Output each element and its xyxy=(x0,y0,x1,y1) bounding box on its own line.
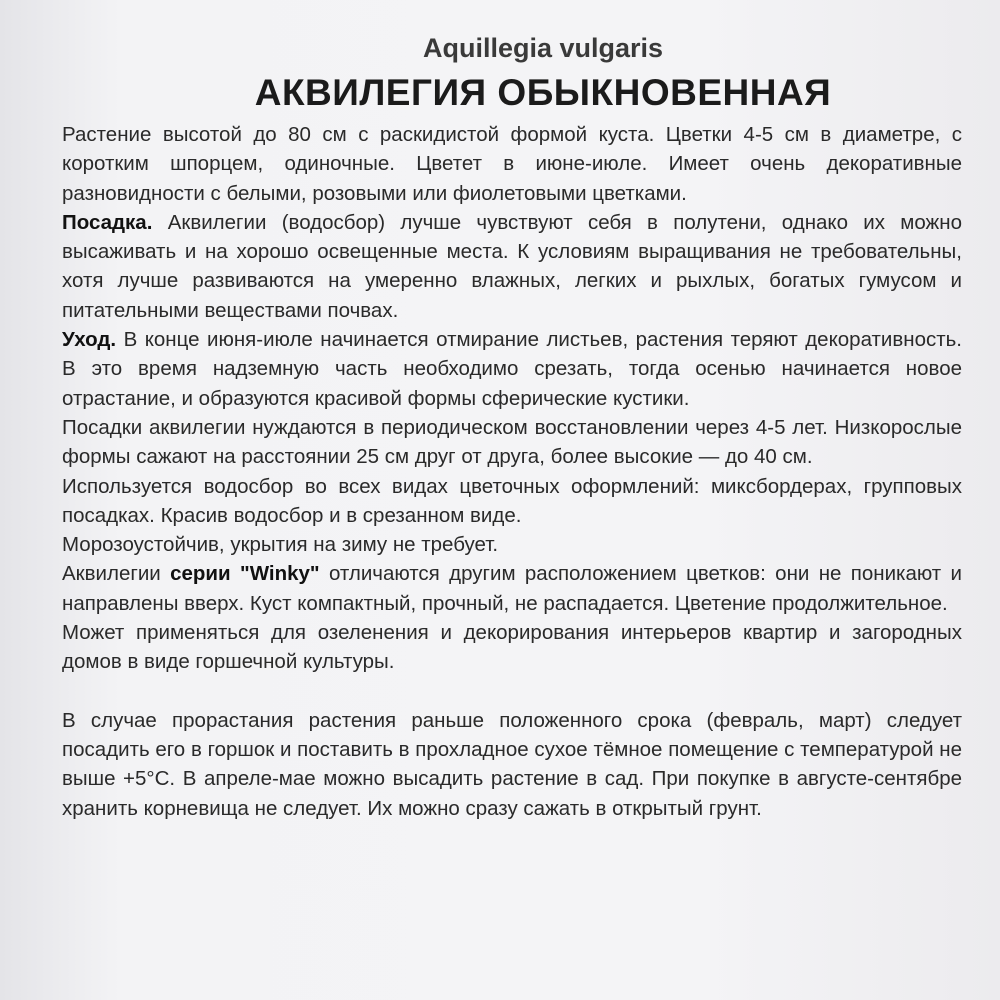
care-paragraph xyxy=(62,325,962,413)
planting-text: Аквилегии (водосбор) лучше чувствуют себя в полутени, однако их можно высаживать и на хорошо освещенные места. К условиям выращивания не требовательны, хотя лучше развиваются на умеренно влажных, легких и рыхлых, богатых гумусом и питательными веществами почвах. xyxy=(62,210,962,322)
latin-title: Aquillegia vulgaris xyxy=(422,33,664,63)
spacer xyxy=(62,677,962,706)
planting-label: Посадка. xyxy=(62,210,153,234)
page-title: АКВИЛЕГИЯ ОБЫКНОВЕННАЯ xyxy=(254,72,832,113)
winky-after: отличаются другим расположением цветков: они не поникают и направлены вверх. Куст компактный, прочный, не распадается. Цветение продолжительное. xyxy=(62,562,962,615)
usage-paragraph: Используется водосбор во всех видах цветочных оформлений: миксбордерах, групповых посадках. Красив водосбор и в срезанном виде. xyxy=(62,474,962,527)
winky-label: серии "Winky" xyxy=(170,562,320,586)
description-text xyxy=(62,120,962,823)
winky-before: Аквилегии xyxy=(62,562,171,586)
storage-paragraph: В случае прорастания растения раньше положенного срока (февраль, март) следует посадить его в горшок и поставить в прохладное сухое тёмное помещение с температурой не выше +5°С. В апреле-мае можно высадить растение в сад. При покупке в августе-сентябре хранить корневища не следует. Их можно сразу сажать в открытый грунт. xyxy=(62,708,962,820)
hardiness-paragraph: Морозоустойчив, укрытия на зиму не требует. xyxy=(62,533,499,557)
renewal-paragraph: Посадки аквилегии нуждаются в периодическом восстановлении через 4-5 лет. Низкорослые формы сажают на расстоянии 25 см друг от друга, более высокие — до 40 см. xyxy=(62,415,962,469)
care-label: Уход. xyxy=(62,328,117,352)
indoor-paragraph: Может применяться для озеленения и декорирования интерьеров квартир и загородных домов в виде горшечной культуры. xyxy=(62,621,962,674)
winky-paragraph xyxy=(62,559,962,618)
care-text: В конце июня-июле начинается отмирание листьев, растения теряют декоративность. В это время надземную часть необходимо срезать, тогда осенью начинается новое отрастание, и образуются красивой формы сферические кустики. xyxy=(62,328,962,410)
planting-paragraph xyxy=(62,208,962,325)
intro-paragraph: Растение высотой до 80 см с раскидистой формой куста. Цветки 4-5 см в диаметре, с коротким шпорцем, одиночные. Цветет в июне-июле. Имеет очень декоративные разновидности с белыми, розовыми или фиолетовыми цветками. xyxy=(62,123,962,205)
